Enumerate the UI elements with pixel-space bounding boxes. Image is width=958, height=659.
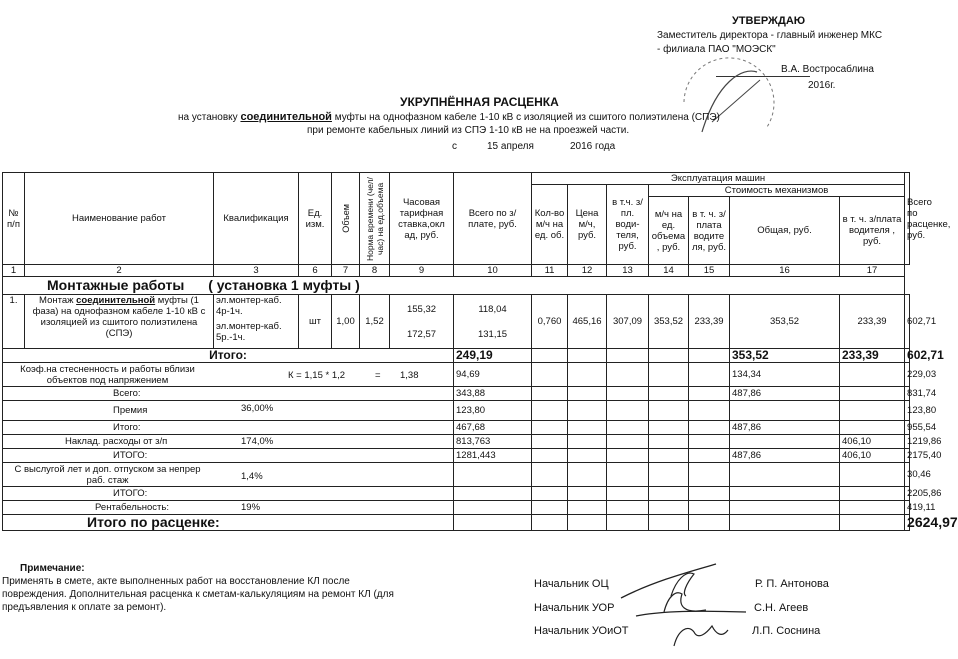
header-driver-wage: в т.ч. з/пл. води-теля, руб. bbox=[607, 185, 649, 265]
table-row: 1. Монтаж соединительной муфты (1 фаза) на однофазном кабеле 1-10 кВ с изоляцией из сшитого полиэтилена (СПЭ) эл.монтер-каб. 4р-1ч. эл.монтер-каб. 5р.-1ч. шт 1,00 1,52 155,32 172,57 118,04 131,15 0,760 465,16 307,09 353,52 233,39 353,52 233,39 602,71 bbox=[3, 295, 910, 349]
section-title: Монтажные работы bbox=[47, 277, 185, 293]
header-no: № п/п bbox=[3, 173, 25, 265]
note-line-1: Применять в смете, акте выполненных работ на восстановление КЛ после bbox=[2, 576, 350, 587]
header-cost-total: Общая, руб. bbox=[730, 197, 840, 265]
signature-name-2: С.Н. Агеев bbox=[754, 602, 809, 614]
signature-role-2: Начальник УОР bbox=[534, 602, 615, 614]
table-row: Всего: 343,88 487,86 831,74 bbox=[3, 387, 910, 401]
note-line-2: повреждения. Дополнительная расценка к сметам-калькуляциям на ремонт КЛ (для bbox=[2, 589, 394, 600]
signature-name-3: Л.П. Соснина bbox=[752, 625, 821, 637]
section-subtitle: ( установка 1 муфты ) bbox=[208, 277, 360, 293]
header-volume: Объем bbox=[332, 173, 360, 265]
header-machines: Эксплуатация машин bbox=[532, 173, 905, 185]
approval-position: Заместитель директора - главный инженер МКС bbox=[657, 30, 883, 41]
note-title: Примечание: bbox=[20, 563, 85, 574]
table-row: ИТОГО: 2205,86 bbox=[3, 487, 910, 501]
header-norm: Норма времени (чел/час) на ед.объема bbox=[360, 173, 390, 265]
header-total: Всего по расценке, руб. bbox=[905, 173, 910, 265]
header-name: Наименование работ bbox=[25, 173, 214, 265]
signature-role-1: Начальник ОЦ bbox=[534, 578, 609, 590]
page-title: УКРУПНЁННАЯ РАСЦЕНКА bbox=[400, 95, 559, 109]
header-mh: м/ч на ед. объема , руб. bbox=[649, 197, 689, 265]
stamp-mark bbox=[672, 42, 782, 152]
table-row: ИТОГО: 1281,443 487,86 406,10 2175,40 bbox=[3, 449, 910, 463]
final-total-value: 2624,97 bbox=[905, 515, 910, 531]
header-mech-cost: Стоимость механизмов bbox=[649, 185, 905, 197]
date-year: 2016 года bbox=[570, 141, 616, 152]
table-row: Итого: 467,68 487,86 955,54 bbox=[3, 421, 910, 435]
date-prefix: с bbox=[452, 141, 457, 152]
header-rate: Часовая тарифная ставка,окл ад, руб. bbox=[390, 173, 454, 265]
section-row bbox=[3, 277, 910, 295]
table-row: Премия 36,00% 123,80 123,80 bbox=[3, 401, 910, 421]
table-row: Итого: 249,19 353,52 233,39 602,71 bbox=[3, 349, 910, 363]
signature-role-3: Начальник УОиОТ bbox=[534, 625, 629, 637]
subtitle-1: на установку соединительной муфты на однофазном кабеле 1-10 кВ с изоляцией из сшитого полиэтилена (СПЭ) bbox=[178, 111, 720, 123]
date-day: 15 апреля bbox=[487, 141, 534, 152]
handwritten-signatures bbox=[616, 560, 756, 650]
column-numbers-row: 1 2 3 6 7 8 9 10 11 12 13 14 15 16 17 bbox=[3, 265, 910, 277]
header-unit: Ед. изм. bbox=[299, 173, 332, 265]
note-line-3: предъявления к оплате за ремонт). bbox=[2, 602, 167, 613]
approval-year: 2016г. bbox=[808, 80, 836, 91]
approval-title: УТВЕРЖДАЮ bbox=[732, 15, 806, 27]
approval-company: - филиала ПАО "МОЭСК" bbox=[657, 44, 776, 55]
header-qual: Квалификация bbox=[214, 173, 299, 265]
header-driver-wage-2: в т. ч. з/плата водите ля, руб. bbox=[689, 197, 730, 265]
estimate-table bbox=[2, 172, 958, 531]
approval-signer: В.А. Востросаблина bbox=[781, 64, 874, 75]
table-row: С выслугой лет и доп. отпуском за непрер раб. стаж 1,4% 30,46 bbox=[3, 463, 910, 487]
header-qty: Кол-во м/ч на ед. об. bbox=[532, 185, 568, 265]
header-price: Цена м/ч, руб. bbox=[568, 185, 607, 265]
signature-name-1: Р. П. Антонова bbox=[755, 578, 829, 590]
header-wage: Всего по з/плате, руб. bbox=[454, 173, 532, 265]
subtitle-2: при ремонте кабельных линий из СПЭ 1-10 кВ не на проезжей части. bbox=[307, 125, 630, 136]
table-row: Коэф.на стесненность и работы вблизи объектов под напряжением К = 1,15 * 1,2 = 1,38 94,69 134,34 229,03 bbox=[3, 363, 910, 387]
table-row: Рентабельность: 19% 419,11 bbox=[3, 501, 910, 515]
final-total-row: Итого по расценке: 2624,97 bbox=[3, 515, 910, 531]
header-driver-wage-3: в т. ч. з/плата водителя , руб. bbox=[840, 197, 905, 265]
table-row: Наклад. расходы от з/п 174,0% 813,763 406,10 1219,86 bbox=[3, 435, 910, 449]
